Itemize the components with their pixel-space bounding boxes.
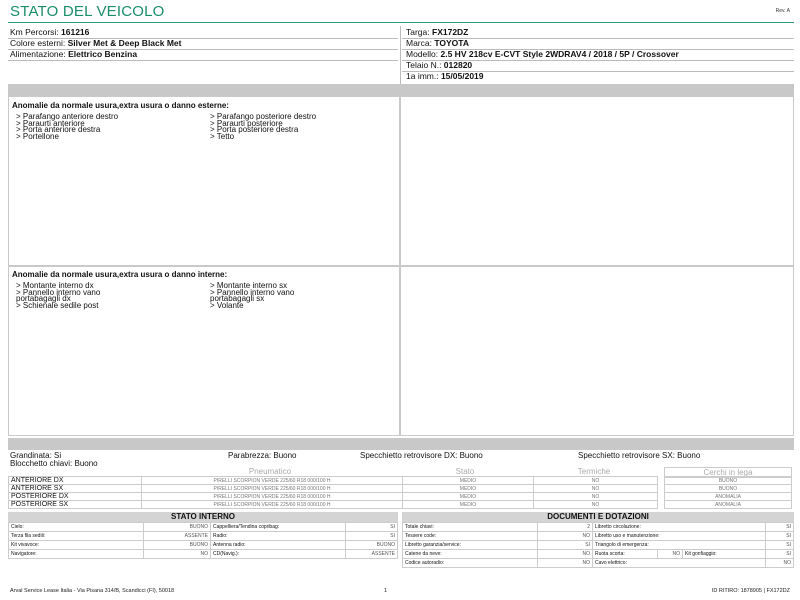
- tyre-state: MEDIO: [403, 477, 534, 485]
- blocchetto-status: Blocchetto chiavi: Buono: [10, 459, 98, 468]
- tyre-table: [8, 476, 658, 509]
- page-title: STATO DEL VEICOLO: [10, 3, 165, 20]
- table-row: Kit vivavoce: BUONO Antenna radio: BUONO: [9, 541, 398, 550]
- table-row: Libretto garanzia/service: SI Triangolo di emergenza: SI: [403, 541, 794, 550]
- tyre-description: PIRELLI SCORPION VERDE 225/60 R18 000/100 H: [142, 493, 403, 501]
- table-row: Totale chiavi: 2 Libretto circolazione: SI: [403, 523, 794, 532]
- tyre-header-termiche: Termiche: [577, 467, 611, 476]
- internal-damage-box: [8, 266, 400, 436]
- list-item: > Porta posteriore destra: [210, 125, 299, 134]
- table-row: Terza fila sedili: ASSENTE Radio: SI: [9, 532, 398, 541]
- tyre-position: POSTERIORE SX: [9, 501, 142, 509]
- field-targa: Targa: FX172DZ: [406, 27, 469, 37]
- page-number: 1: [384, 588, 388, 594]
- list-item: > Paraurti anteriore: [16, 118, 85, 128]
- table-row: Cielo: BUONO Cappelliera/Tendina copribag: SI: [9, 523, 398, 532]
- stato-interno-table: [8, 522, 398, 559]
- list-item: portabagagli dx: [16, 294, 71, 303]
- list-item: > Parafango posteriore destro: [210, 112, 317, 121]
- list-item: > Pannello interno vano: [210, 287, 295, 297]
- specchietto-dx-status: Specchietto retrovisore DX: Buono: [360, 451, 483, 460]
- tyre-winter: NO: [534, 501, 658, 509]
- revision-label: Rev. A: [775, 8, 790, 14]
- grandinata-status: Grandinata: Si: [10, 451, 62, 460]
- tyre-header-stato: Stato: [455, 467, 475, 476]
- tyre-description: PIRELLI SCORPION VERDE 225/60 R18 000/100 H: [142, 485, 403, 493]
- table-row: [9, 477, 658, 485]
- table-row: [9, 485, 658, 493]
- table-row: Codice autoradio: NO Cavo elettrico: NO: [403, 559, 794, 568]
- list-item: > Volante: [210, 300, 244, 310]
- rim-state: BUONO: [665, 485, 792, 493]
- tyre-position: ANTERIORE SX: [9, 485, 142, 493]
- table-row: [665, 477, 792, 485]
- tyre-winter: NO: [534, 477, 658, 485]
- tyre-description: PIRELLI SCORPION VERDE 225/60 R18 000/100 H: [142, 501, 403, 509]
- rims-table: [664, 476, 792, 509]
- tyre-header-cerchi: Cerchi in lega: [664, 467, 792, 478]
- field-telaio: Telaio N.: 012820: [406, 60, 473, 70]
- list-item: > Porta anteriore destra: [16, 125, 101, 134]
- tyre-position: ANTERIORE DX: [9, 477, 142, 485]
- list-item: > Tetto: [210, 131, 235, 141]
- table-row: Tessere code: NO Libretto uso e manutenzione: SI: [403, 532, 794, 541]
- section-bar: [8, 438, 794, 450]
- fields-divider: [400, 26, 401, 84]
- internal-photo-box: [400, 266, 794, 436]
- field-alimentazione: Alimentazione: Elettrico Benzina: [10, 49, 138, 59]
- list-item: > Montante interno dx: [16, 281, 94, 290]
- documenti-title: DOCUMENTI E DOTAZIONI: [402, 512, 794, 522]
- tyre-state: MEDIO: [403, 493, 534, 501]
- table-row: Navigatore: NO CD(Navig.): ASSENTE: [9, 550, 398, 559]
- external-damage-list-1: [16, 114, 118, 140]
- internal-damage-title: Anomalie da normale usura,extra usura o danno interne:: [12, 270, 228, 279]
- rim-state: ANOMALIA: [665, 501, 792, 509]
- external-photo-box: [400, 96, 794, 266]
- list-item: portabagagli sx: [210, 294, 265, 303]
- table-row: Catene da neve: NO Ruota scorta: NO Kit gonfiaggio: SI: [403, 550, 794, 559]
- field-modello: Modello: 2.5 HV 218cv E-CVT Style 2WDRAV4 / 2018 / 5P / Crossover: [406, 49, 679, 59]
- field-km: Km Percorsi: 161216: [10, 27, 90, 37]
- internal-damage-list-2: [210, 283, 294, 309]
- specchietto-sx-status: Specchietto retrovisore SX: Buono: [578, 451, 701, 460]
- rim-state: ANOMALIA: [665, 493, 792, 501]
- tyre-winter: NO: [534, 485, 658, 493]
- table-row: [9, 493, 658, 501]
- table-row: [665, 485, 792, 493]
- tyre-position: POSTERIORE DX: [9, 493, 142, 501]
- tyre-state: MEDIO: [403, 501, 534, 509]
- table-row: [665, 501, 792, 509]
- list-item: > Schienale sedile post: [16, 300, 99, 310]
- list-item: > Montante interno sx: [210, 281, 288, 290]
- external-damage-title: Anomalie da normale usura,extra usura o danno esterne:: [12, 101, 229, 110]
- list-item: > Parafango anteriore destro: [16, 112, 119, 121]
- list-item: > Pannello interno vano: [16, 287, 101, 297]
- list-item: > Paraurti posteriore: [210, 118, 283, 128]
- field-colore: Colore esterni: Silver Met & Deep Black Met: [10, 38, 182, 48]
- external-damage-box: [8, 96, 400, 266]
- tyre-description: PIRELLI SCORPION VERDE 225/60 R18 000/100 H: [142, 477, 403, 485]
- tyre-winter: NO: [534, 493, 658, 501]
- tyre-state: MEDIO: [403, 485, 534, 493]
- footer-id: ID RITIRO: 1878905 | FX172DZ: [711, 588, 790, 594]
- external-damage-list-2: [210, 114, 316, 140]
- footer-company: Arval Service Lease Italia - Via Pisana 314/B, Scandicci (FI), 50018: [10, 588, 175, 594]
- rim-state: BUONO: [665, 477, 792, 485]
- field-marca: Marca: TOYOTA: [406, 38, 469, 48]
- internal-damage-list-1: [16, 283, 100, 309]
- title-divider: [8, 22, 794, 23]
- stato-interno-title: STATO INTERNO: [8, 512, 398, 522]
- parabrezza-status: Parabrezza: Buono: [228, 451, 297, 460]
- documenti-table: [402, 522, 794, 568]
- field-immatricolazione: 1a imm.: 15/05/2019: [406, 71, 484, 81]
- table-row: [9, 501, 658, 509]
- tyre-header-pneumatico: Pneumatico: [248, 467, 292, 476]
- list-item: > Portellone: [16, 131, 59, 141]
- table-row: [665, 493, 792, 501]
- section-bar: [8, 84, 794, 96]
